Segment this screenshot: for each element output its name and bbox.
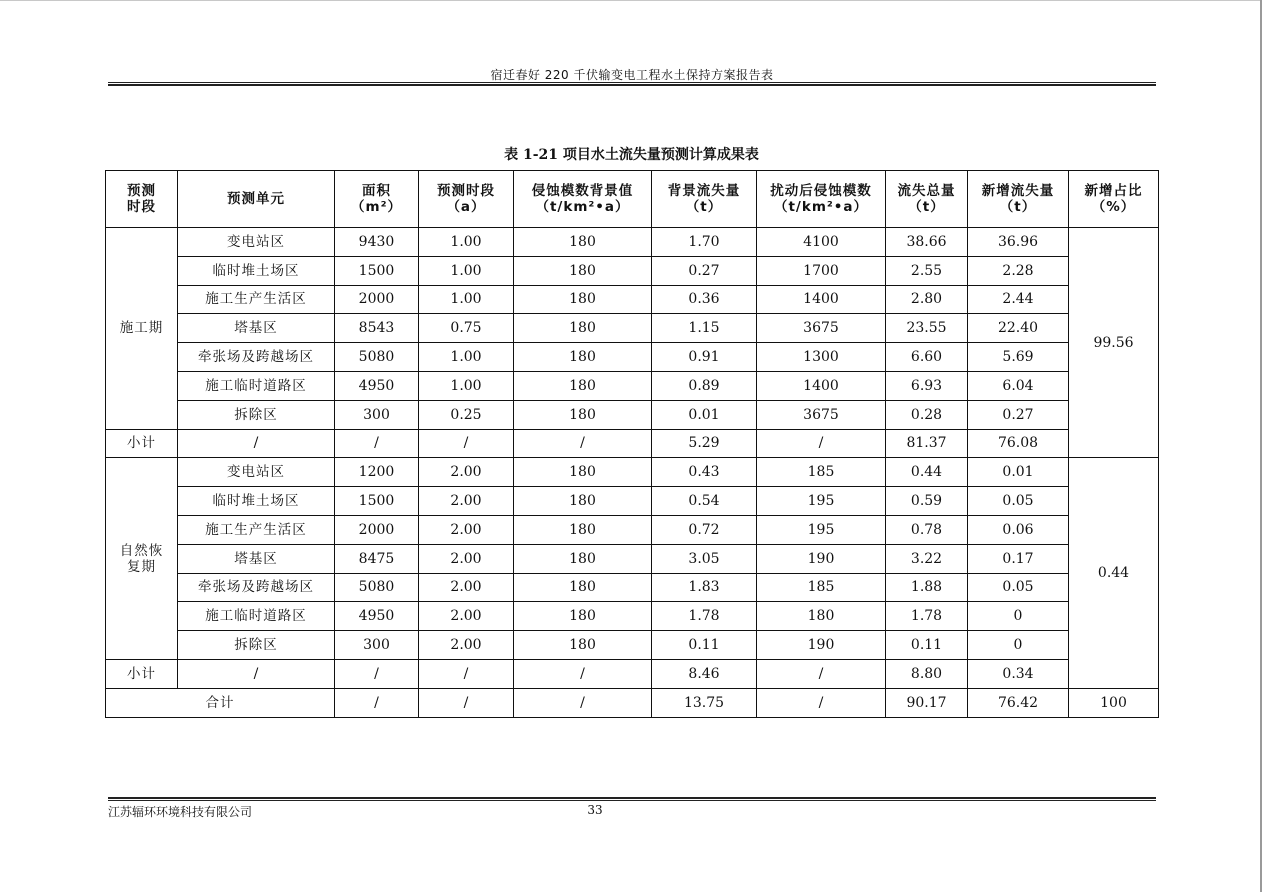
value-cell: 0.01	[652, 400, 757, 429]
column-header-line1: 新增占比	[1084, 183, 1143, 199]
value-cell: 1200	[335, 458, 419, 487]
value-cell: 8543	[335, 314, 419, 343]
column-header	[968, 171, 1069, 228]
value-cell: 180	[514, 343, 652, 372]
value-cell: 1.70	[652, 228, 757, 257]
value-cell: 300	[335, 400, 419, 429]
value-cell: 180	[514, 371, 652, 400]
value-cell: 5080	[335, 573, 419, 602]
value-cell: 0.06	[968, 515, 1069, 544]
value-cell: 2.55	[886, 256, 968, 285]
value-cell: 0	[968, 602, 1069, 631]
value-cell: 1.78	[886, 602, 968, 631]
value-cell: 180	[514, 602, 652, 631]
subtotal-row	[106, 429, 1159, 458]
value-cell: 22.40	[968, 314, 1069, 343]
table-row	[106, 314, 1159, 343]
subtotal-value-cell: /	[757, 659, 886, 688]
value-cell: 2.00	[419, 631, 514, 660]
share-percent-cell: 0.44	[1069, 458, 1159, 688]
prediction-unit-cell: 临时堆土场区	[178, 487, 335, 516]
value-cell: 2.28	[968, 256, 1069, 285]
value-cell: 0.89	[652, 371, 757, 400]
value-cell: 0.59	[886, 487, 968, 516]
value-cell: 180	[514, 515, 652, 544]
value-cell: 6.60	[886, 343, 968, 372]
total-value-cell: /	[419, 688, 514, 717]
value-cell: 0.36	[652, 285, 757, 314]
table-row	[106, 573, 1159, 602]
value-cell: 6.93	[886, 371, 968, 400]
column-header-line1: 预测单元	[227, 191, 285, 207]
value-cell: 1400	[757, 285, 886, 314]
value-cell: 2000	[335, 285, 419, 314]
prediction-unit-cell: 拆除区	[178, 400, 335, 429]
value-cell: 1.78	[652, 602, 757, 631]
value-cell: 3.05	[652, 544, 757, 573]
subtotal-value-cell: 8.80	[886, 659, 968, 688]
value-cell: 0	[968, 631, 1069, 660]
column-header-line1: 侵蚀模数背景值	[531, 183, 634, 199]
value-cell: 3675	[757, 400, 886, 429]
value-cell: 2.00	[419, 544, 514, 573]
column-header-line2: （m²）	[351, 199, 402, 215]
value-cell: 0.28	[886, 400, 968, 429]
value-cell: 0.75	[419, 314, 514, 343]
prediction-unit-cell: 施工临时道路区	[178, 602, 335, 631]
total-label-cell: 合计	[106, 688, 335, 717]
column-header-line2: 时段	[127, 199, 156, 215]
subtotal-label-cell: 小计	[106, 429, 178, 458]
column-header-line2: （%）	[1091, 199, 1136, 215]
prediction-unit-cell: 塔基区	[178, 544, 335, 573]
value-cell: 2.00	[419, 515, 514, 544]
column-header	[652, 171, 757, 228]
value-cell: 180	[514, 285, 652, 314]
total-value-cell: /	[757, 688, 886, 717]
table-row	[106, 487, 1159, 516]
column-header-line2: （a）	[446, 199, 486, 215]
column-header-line1: 流失总量	[897, 183, 956, 199]
value-cell: 2.80	[886, 285, 968, 314]
value-cell: 180	[514, 573, 652, 602]
header-rule-thick	[108, 84, 1156, 86]
value-cell: 2.44	[968, 285, 1069, 314]
value-cell: 0.54	[652, 487, 757, 516]
table-row	[106, 631, 1159, 660]
value-cell: 4950	[335, 602, 419, 631]
total-value-cell: 90.17	[886, 688, 968, 717]
value-cell: 180	[514, 487, 652, 516]
value-cell: 1.83	[652, 573, 757, 602]
value-cell: 0.05	[968, 487, 1069, 516]
value-cell: 190	[757, 544, 886, 573]
value-cell: 3.22	[886, 544, 968, 573]
value-cell: 1.00	[419, 256, 514, 285]
prediction-unit-cell: 施工生产生活区	[178, 515, 335, 544]
column-header-line2: （t）	[908, 199, 945, 215]
value-cell: 180	[514, 544, 652, 573]
period-name-cell	[106, 228, 178, 430]
prediction-unit-cell: 拆除区	[178, 631, 335, 660]
value-cell: 38.66	[886, 228, 968, 257]
column-header	[419, 171, 514, 228]
value-cell: 300	[335, 631, 419, 660]
column-header-line2: （t/km²•a）	[535, 199, 630, 215]
subtotal-label-cell: 小计	[106, 659, 178, 688]
value-cell: 1.15	[652, 314, 757, 343]
value-cell: 0.11	[652, 631, 757, 660]
footer-rule-thick	[108, 797, 1156, 799]
value-cell: 36.96	[968, 228, 1069, 257]
subtotal-value-cell: /	[514, 659, 652, 688]
value-cell: 185	[757, 458, 886, 487]
value-cell: 1500	[335, 487, 419, 516]
column-header-line1: 预测时段	[437, 183, 495, 199]
table-body	[106, 228, 1159, 718]
subtotal-value-cell: 5.29	[652, 429, 757, 458]
value-cell: 0.78	[886, 515, 968, 544]
value-cell: 0.27	[968, 400, 1069, 429]
value-cell: 5.69	[968, 343, 1069, 372]
prediction-unit-cell: 塔基区	[178, 314, 335, 343]
prediction-unit-cell: 变电站区	[178, 228, 335, 257]
page-number: 33	[587, 803, 603, 817]
subtotal-value-cell: 8.46	[652, 659, 757, 688]
prediction-unit-cell: 施工临时道路区	[178, 371, 335, 400]
value-cell: 1.88	[886, 573, 968, 602]
column-header	[757, 171, 886, 228]
value-cell: 180	[514, 228, 652, 257]
value-cell: 180	[514, 458, 652, 487]
subtotal-value-cell: 81.37	[886, 429, 968, 458]
column-header	[514, 171, 652, 228]
value-cell: 0.43	[652, 458, 757, 487]
value-cell: 8475	[335, 544, 419, 573]
total-value-cell: /	[335, 688, 419, 717]
column-header-line2: （t）	[999, 199, 1037, 215]
table-row	[106, 602, 1159, 631]
value-cell: 1500	[335, 256, 419, 285]
page-header-title: 宿迁春好 220 千伏输变电工程水土保持方案报告表	[490, 68, 774, 82]
value-cell: 1700	[757, 256, 886, 285]
total-value-cell: /	[514, 688, 652, 717]
value-cell: 0.72	[652, 515, 757, 544]
value-cell: 4950	[335, 371, 419, 400]
table-row	[106, 228, 1159, 257]
value-cell: 0.05	[968, 573, 1069, 602]
subtotal-value-cell: /	[335, 659, 419, 688]
erosion-prediction-table	[105, 170, 1159, 718]
period-name-line2: 复期	[127, 558, 156, 575]
table-row	[106, 544, 1159, 573]
table-row	[106, 343, 1159, 372]
value-cell: 180	[514, 631, 652, 660]
column-header	[886, 171, 968, 228]
header-rule	[108, 82, 1156, 83]
value-cell: 180	[514, 400, 652, 429]
value-cell: 0.44	[886, 458, 968, 487]
subtotal-value-cell: /	[419, 659, 514, 688]
subtotal-value-cell: /	[335, 429, 419, 458]
value-cell: 185	[757, 573, 886, 602]
column-header-line1: 预测	[127, 183, 156, 199]
subtotal-value-cell: /	[514, 429, 652, 458]
total-value-cell: 100	[1069, 688, 1159, 717]
value-cell: 6.04	[968, 371, 1069, 400]
subtotal-value-cell: /	[419, 429, 514, 458]
period-name-cell	[106, 458, 178, 660]
footer-company-name: 江苏辐环环境科技有限公司	[108, 805, 253, 819]
value-cell: 0.27	[652, 256, 757, 285]
value-cell: 2.00	[419, 487, 514, 516]
column-header-line2: （t/km²•a）	[773, 199, 869, 215]
value-cell: 195	[757, 515, 886, 544]
value-cell: 1300	[757, 343, 886, 372]
subtotal-value-cell: 0.34	[968, 659, 1069, 688]
value-cell: 2000	[335, 515, 419, 544]
prediction-unit-cell: 牵张场及跨越场区	[178, 573, 335, 602]
table-row	[106, 256, 1159, 285]
value-cell: 180	[514, 256, 652, 285]
table-row	[106, 285, 1159, 314]
value-cell: 9430	[335, 228, 419, 257]
value-cell: 0.01	[968, 458, 1069, 487]
column-header-line1: 扰动后侵蚀模数	[770, 183, 872, 199]
page-top-edge	[0, 0, 1262, 1]
table-row	[106, 400, 1159, 429]
value-cell: 0.11	[886, 631, 968, 660]
subtotal-value-cell: /	[757, 429, 886, 458]
subtotal-value-cell: 76.08	[968, 429, 1069, 458]
table-header-row	[106, 171, 1159, 228]
period-name-line1: 自然恢	[119, 542, 164, 559]
column-header-line1: 面积	[362, 183, 391, 199]
value-cell: 2.00	[419, 602, 514, 631]
value-cell: 0.25	[419, 400, 514, 429]
period-name-line1: 施工期	[119, 320, 164, 337]
total-row	[106, 688, 1159, 717]
column-header-line2: （t）	[685, 199, 723, 215]
subtotal-value-cell: /	[178, 429, 335, 458]
table-row	[106, 458, 1159, 487]
value-cell: 5080	[335, 343, 419, 372]
value-cell: 3675	[757, 314, 886, 343]
value-cell: 195	[757, 487, 886, 516]
table-caption: 表 1-21 项目水土流失量预测计算成果表	[504, 147, 759, 163]
value-cell: 180	[757, 602, 886, 631]
table-row	[106, 371, 1159, 400]
prediction-unit-cell: 变电站区	[178, 458, 335, 487]
total-value-cell: 13.75	[652, 688, 757, 717]
value-cell: 23.55	[886, 314, 968, 343]
column-header	[335, 171, 419, 228]
table-row	[106, 515, 1159, 544]
value-cell: 2.00	[419, 458, 514, 487]
value-cell: 4100	[757, 228, 886, 257]
subtotal-value-cell: /	[178, 659, 335, 688]
value-cell: 190	[757, 631, 886, 660]
prediction-unit-cell: 施工生产生活区	[178, 285, 335, 314]
value-cell: 1.00	[419, 371, 514, 400]
value-cell: 180	[514, 314, 652, 343]
value-cell: 0.91	[652, 343, 757, 372]
column-header	[1069, 171, 1159, 228]
column-header	[106, 171, 178, 228]
prediction-unit-cell: 牵张场及跨越场区	[178, 343, 335, 372]
column-header-line1: 背景流失量	[667, 183, 741, 199]
value-cell: 1.00	[419, 285, 514, 314]
prediction-unit-cell: 临时堆土场区	[178, 256, 335, 285]
value-cell: 0.17	[968, 544, 1069, 573]
column-header-line1: 新增流失量	[981, 183, 1055, 199]
footer-rule	[108, 800, 1156, 801]
value-cell: 2.00	[419, 573, 514, 602]
total-value-cell: 76.42	[968, 688, 1069, 717]
column-header	[178, 171, 335, 228]
value-cell: 1.00	[419, 228, 514, 257]
subtotal-row	[106, 659, 1159, 688]
value-cell: 1.00	[419, 343, 514, 372]
value-cell: 1400	[757, 371, 886, 400]
share-percent-cell: 99.56	[1069, 228, 1159, 458]
